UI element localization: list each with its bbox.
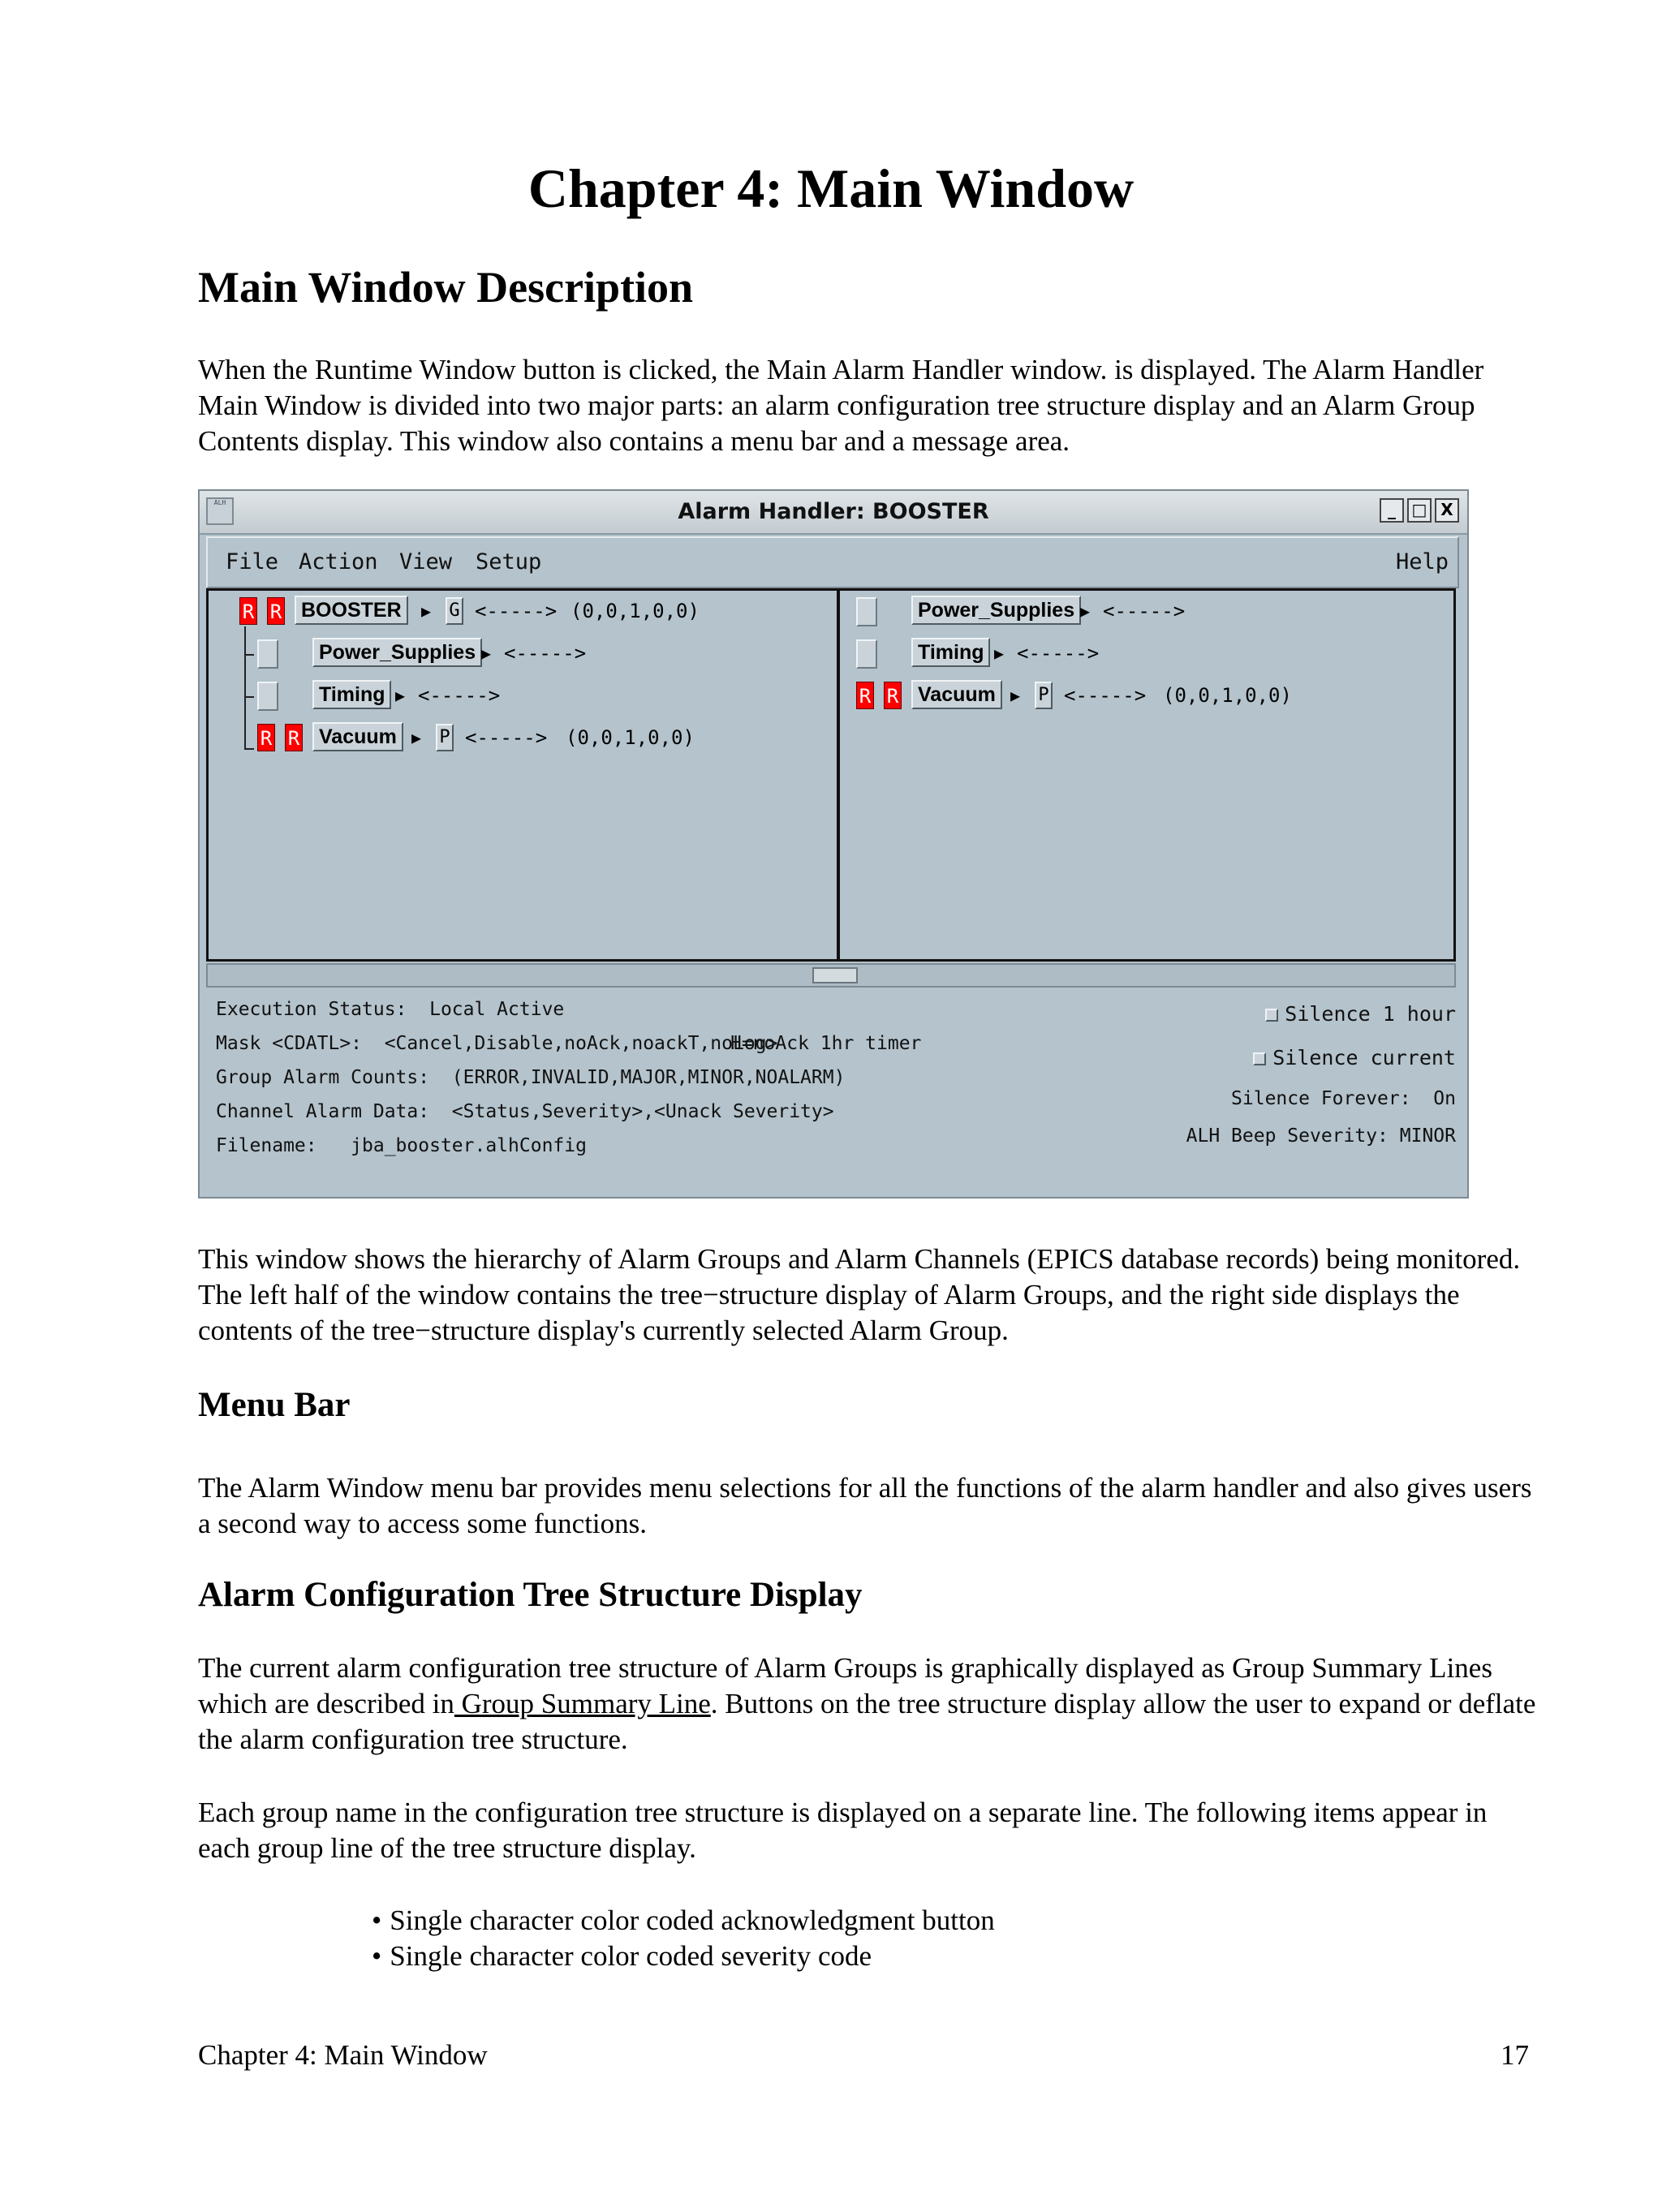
tree-connector xyxy=(244,626,246,748)
tree-text: . Buttons on the tree structure display allow the user to expand or deflate the alarm configuration tree structure. xyxy=(198,1688,1536,1755)
silence-current-label: Silence current xyxy=(1272,1046,1456,1069)
dashes: <-----> xyxy=(465,726,548,749)
ack-button-blank[interactable] xyxy=(257,639,278,669)
alarm-counts: (0,0,1,0,0) xyxy=(1163,684,1292,707)
footer-chapter: Chapter 4: Main Window xyxy=(198,2039,488,2071)
expand-arrow-icon[interactable]: ▶ xyxy=(421,601,432,621)
mask-legend: Mask <CDATL>: <Cancel,Disable,noAck,noackT,noLog> xyxy=(216,1033,778,1054)
process-button[interactable]: P xyxy=(436,724,454,751)
group-button-vacuum[interactable]: Vacuum xyxy=(312,722,403,751)
checkbox-icon[interactable] xyxy=(1265,1009,1278,1022)
chapter-title: Chapter 4: Main Window xyxy=(527,157,1135,219)
alarm-counts: (0,0,1,0,0) xyxy=(571,600,700,622)
group-button-vacuum[interactable]: Vacuum xyxy=(911,680,1002,709)
menu-bar-paragraph: The Alarm Window menu bar provides menu selections for all the functions of the alarm handler and also gives users a second way to access some functions. xyxy=(198,1472,1532,1539)
silence-forever: Silence Forever: On xyxy=(1231,1088,1456,1109)
menu-bar-heading: Menu Bar xyxy=(198,1386,351,1424)
figure-description: This window shows the hierarchy of Alarm Groups and Alarm Channels (EPICS database records) being monitored. The left half of the window contains the tree−structure display of Alarm Groups, and the right side displays the contents of the tree−structure display's currently selected Alarm Group. xyxy=(198,1243,1521,1346)
group-alarm-counts-legend: Group Alarm Counts: (ERROR,INVALID,MAJOR,MINOR,NOALARM) xyxy=(216,1067,846,1088)
beep-severity: ALH Beep Severity: MINOR xyxy=(1186,1125,1456,1147)
list-item: • Single character color coded acknowledgment button xyxy=(372,1903,995,1939)
page-number: 17 xyxy=(1501,2039,1529,2071)
ack-button-blank[interactable] xyxy=(257,682,278,711)
group-button-power-supplies[interactable]: Power_Supplies xyxy=(911,596,1081,625)
item-list xyxy=(372,1903,995,1974)
severity-code: R xyxy=(285,724,303,751)
menu-action[interactable]: Action xyxy=(299,549,378,575)
menu-view[interactable]: View xyxy=(399,549,453,575)
expand-arrow-icon[interactable]: ▶ xyxy=(994,643,1005,663)
process-button[interactable]: P xyxy=(1035,682,1053,709)
ack-button[interactable]: R xyxy=(239,597,257,625)
minimize-icon[interactable]: _ xyxy=(1380,498,1404,523)
noack-legend: H=noAck 1hr timer xyxy=(730,1033,922,1054)
expand-arrow-icon[interactable]: ▶ xyxy=(395,686,406,705)
ack-button-blank[interactable] xyxy=(856,639,877,669)
expand-arrow-icon[interactable]: ▶ xyxy=(1010,686,1021,705)
checkbox-icon[interactable] xyxy=(1253,1052,1266,1065)
execution-status: Execution Status: Local Active xyxy=(216,999,565,1020)
window-titlebar xyxy=(200,491,1467,535)
list-item: • Single character color coded severity code xyxy=(372,1939,995,1974)
channel-alarm-data-legend: Channel Alarm Data: <Status,Severity>,<Unack Severity> xyxy=(216,1101,834,1122)
expand-arrow-icon[interactable]: ▶ xyxy=(481,643,492,663)
silence-1-hour-label: Silence 1 hour xyxy=(1285,1002,1456,1026)
alarm-handler-window xyxy=(198,489,1469,1199)
dashes: <-----> xyxy=(418,684,501,707)
tree-display-heading: Alarm Configuration Tree Structure Display xyxy=(198,1576,863,1614)
window-title: Alarm Handler: BOOSTER xyxy=(678,499,989,524)
intro-paragraph: When the Runtime Window button is clicked, the Main Alarm Handler window. is displayed. The Alarm Handler Main Window is divided into two major parts: an alarm configuration tree structure display and an Alarm Group Contents display. This window also contains a menu bar and a message area. xyxy=(198,354,1484,457)
group-summary-line-link[interactable]: Group Summary Line xyxy=(454,1688,711,1719)
menu-setup[interactable]: Setup xyxy=(476,549,542,575)
menu-bar xyxy=(206,536,1459,588)
tree-connector xyxy=(244,748,254,750)
tree-connector xyxy=(244,696,254,698)
guidance-button[interactable]: G xyxy=(446,597,463,625)
group-button-power-supplies[interactable]: Power_Supplies xyxy=(312,638,482,667)
tree-structure-pane xyxy=(206,588,839,962)
expand-arrow-icon[interactable]: ▶ xyxy=(1080,601,1091,621)
silence-1-hour-toggle[interactable] xyxy=(1265,1002,1456,1026)
menu-help[interactable]: Help xyxy=(1396,549,1449,575)
dashes: <-----> xyxy=(475,600,558,622)
scrollbar-thumb[interactable] xyxy=(812,967,858,983)
menu-file[interactable]: File xyxy=(226,549,279,575)
section-title: Main Window Description xyxy=(198,263,694,312)
ack-button-blank[interactable] xyxy=(856,597,877,626)
dashes: <-----> xyxy=(1017,642,1100,665)
maximize-icon[interactable]: □ xyxy=(1407,498,1432,523)
group-line-paragraph: Each group name in the configuration tree structure is displayed on a separate line. The following items appear in each group line of the tree structure display. xyxy=(198,1797,1488,1864)
severity-code: R xyxy=(884,682,902,709)
horizontal-scrollbar[interactable] xyxy=(206,963,1456,988)
silence-current-toggle[interactable] xyxy=(1253,1046,1456,1069)
tree-connector xyxy=(244,654,254,656)
group-button-booster[interactable]: BOOSTER xyxy=(295,596,408,625)
dashes: <-----> xyxy=(1064,684,1147,707)
ack-button[interactable]: R xyxy=(257,724,275,751)
group-button-timing[interactable]: Timing xyxy=(312,680,391,709)
filename: Filename: jba_booster.alhConfig xyxy=(216,1135,587,1156)
expand-arrow-icon[interactable]: ▶ xyxy=(411,728,422,747)
close-icon[interactable]: X xyxy=(1435,498,1459,523)
dashes: <-----> xyxy=(1103,600,1186,622)
severity-code: R xyxy=(267,597,285,625)
group-contents-pane xyxy=(837,588,1456,962)
dashes: <-----> xyxy=(504,642,587,665)
group-button-timing[interactable]: Timing xyxy=(911,638,990,667)
tree-text: The current alarm configuration tree structure of Alarm Groups is graphically displayed as Group Summary Lines which are described in xyxy=(198,1652,1492,1719)
ack-button[interactable]: R xyxy=(856,682,874,709)
alarm-counts: (0,0,1,0,0) xyxy=(566,726,695,749)
app-icon[interactable]: ALH xyxy=(206,497,234,525)
tree-display-paragraph xyxy=(198,1650,1545,1758)
